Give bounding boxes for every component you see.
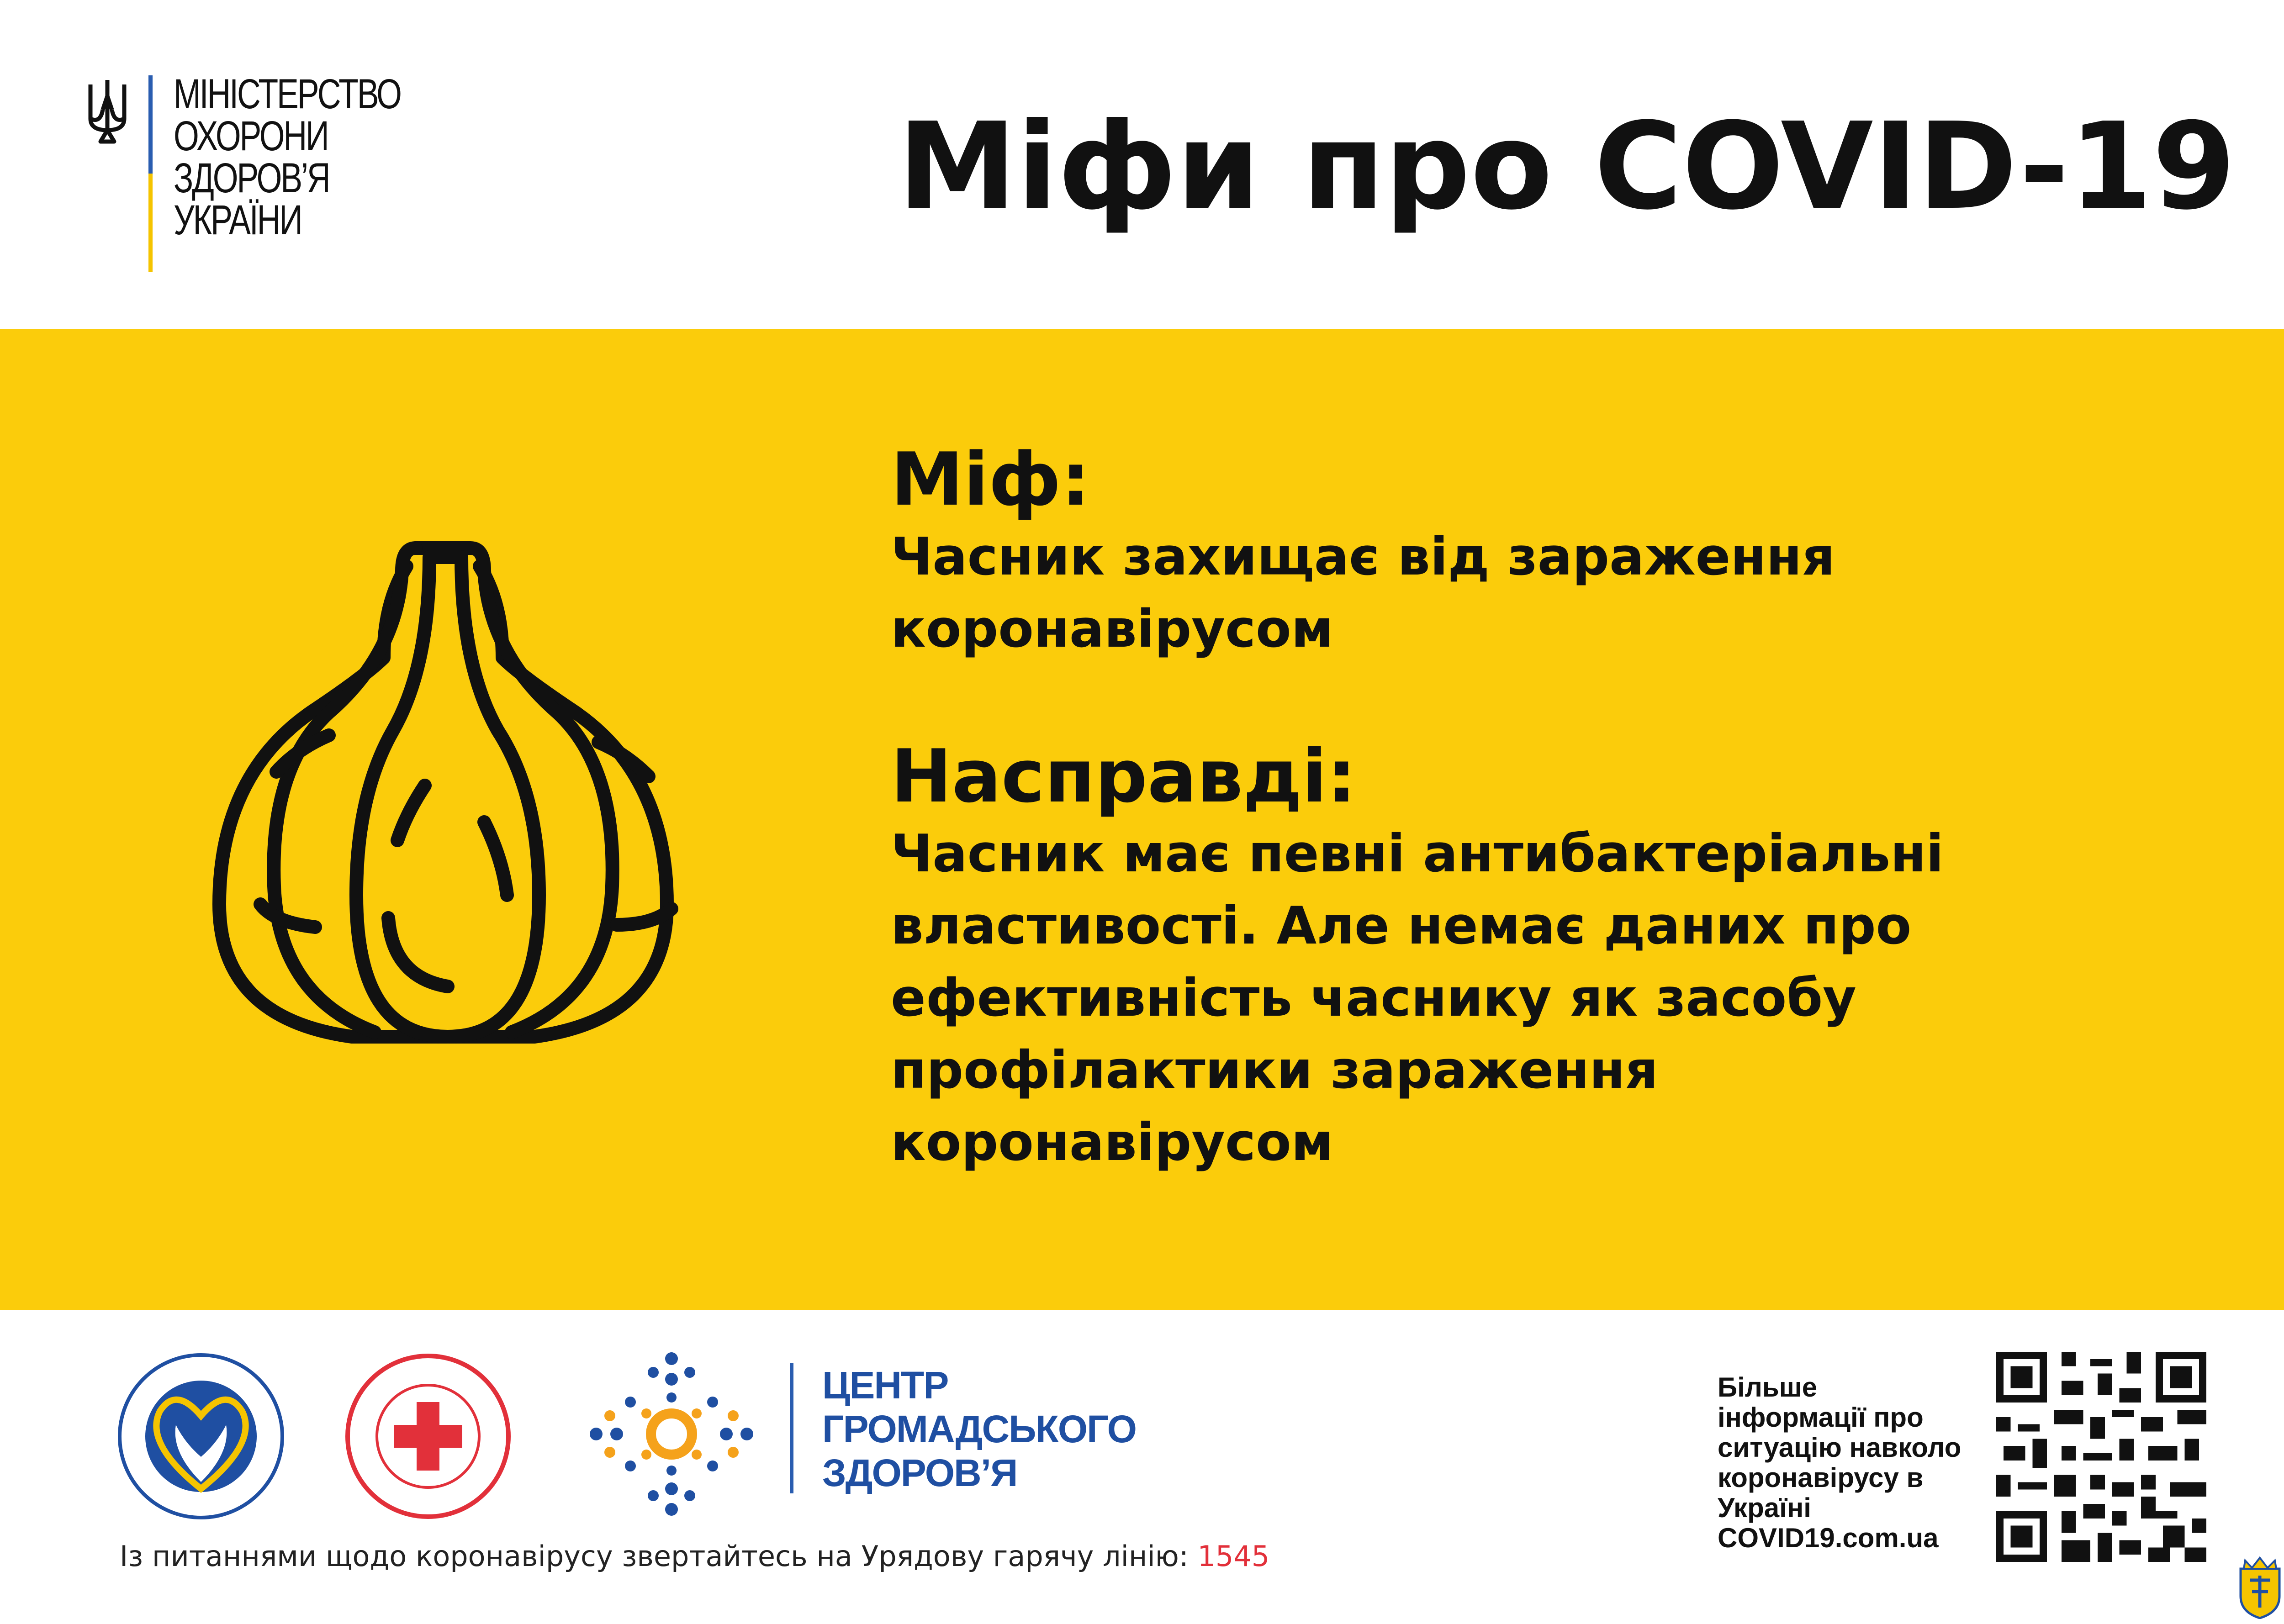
phc-divider xyxy=(790,1363,793,1493)
fact-text xyxy=(891,817,1944,1178)
page-title: Міфи про COVID-19 xyxy=(898,97,2236,236)
fact-line: коронавірусом xyxy=(891,1112,1333,1172)
phc-line: ГРОМАДСЬКОГО xyxy=(822,1408,1136,1450)
ministry-divider xyxy=(148,75,153,272)
qr-code xyxy=(1996,1352,2206,1562)
fact-line: профілактики зараження xyxy=(891,1040,1658,1100)
ministry-name xyxy=(174,73,401,241)
public-health-center-logo xyxy=(585,1347,758,1521)
ministry-line: МІНІСТЕРСТВО xyxy=(174,71,401,117)
myth-line: Часник захищає від зараження xyxy=(891,527,1835,587)
fact-line: ефективність часнику як засобу xyxy=(891,968,1856,1028)
info-line: ситуацію навколо xyxy=(1718,1432,1961,1463)
city-coat-of-arms-icon xyxy=(2236,1555,2284,1619)
myth-line: коронавірусом xyxy=(891,599,1333,659)
trident-emblem-icon xyxy=(82,78,132,146)
red-cross-logo xyxy=(344,1352,513,1521)
hotline-number: 1545 xyxy=(1197,1540,1270,1573)
info-line: коронавірусу в xyxy=(1718,1462,1924,1493)
ministry-line: ЗДОРОВ’Я xyxy=(174,155,329,201)
ministry-line: ОХОРОНИ xyxy=(174,113,328,159)
more-info-text xyxy=(1718,1372,1961,1553)
fact-line: властивості. Але немає даних про xyxy=(891,896,1912,956)
volunteer-commissioner-logo xyxy=(116,1352,286,1521)
phc-name xyxy=(822,1363,1136,1495)
fact-line: Часник має певні антибактеріальні xyxy=(891,823,1944,884)
ministry-line: УКРАЇНИ xyxy=(174,197,301,243)
garlic-icon xyxy=(192,539,740,1082)
phc-line: ЗДОРОВ’Я xyxy=(822,1451,1017,1494)
info-line: інформації про xyxy=(1718,1402,1924,1433)
myth-text xyxy=(891,521,1835,665)
info-line: Більше xyxy=(1718,1372,1818,1403)
hotline-text xyxy=(120,1538,1269,1575)
phc-line: ЦЕНТР xyxy=(822,1364,948,1407)
myth-heading: Міф: xyxy=(891,437,1090,522)
info-line: Україні xyxy=(1718,1492,1811,1523)
info-link: COVID19.com.ua xyxy=(1718,1523,1939,1553)
fact-heading: Насправді: xyxy=(891,733,1357,819)
hotline-label: Із питаннями щодо коронавірусу звертайтесь на Урядову гарячу лінію: xyxy=(120,1540,1198,1573)
